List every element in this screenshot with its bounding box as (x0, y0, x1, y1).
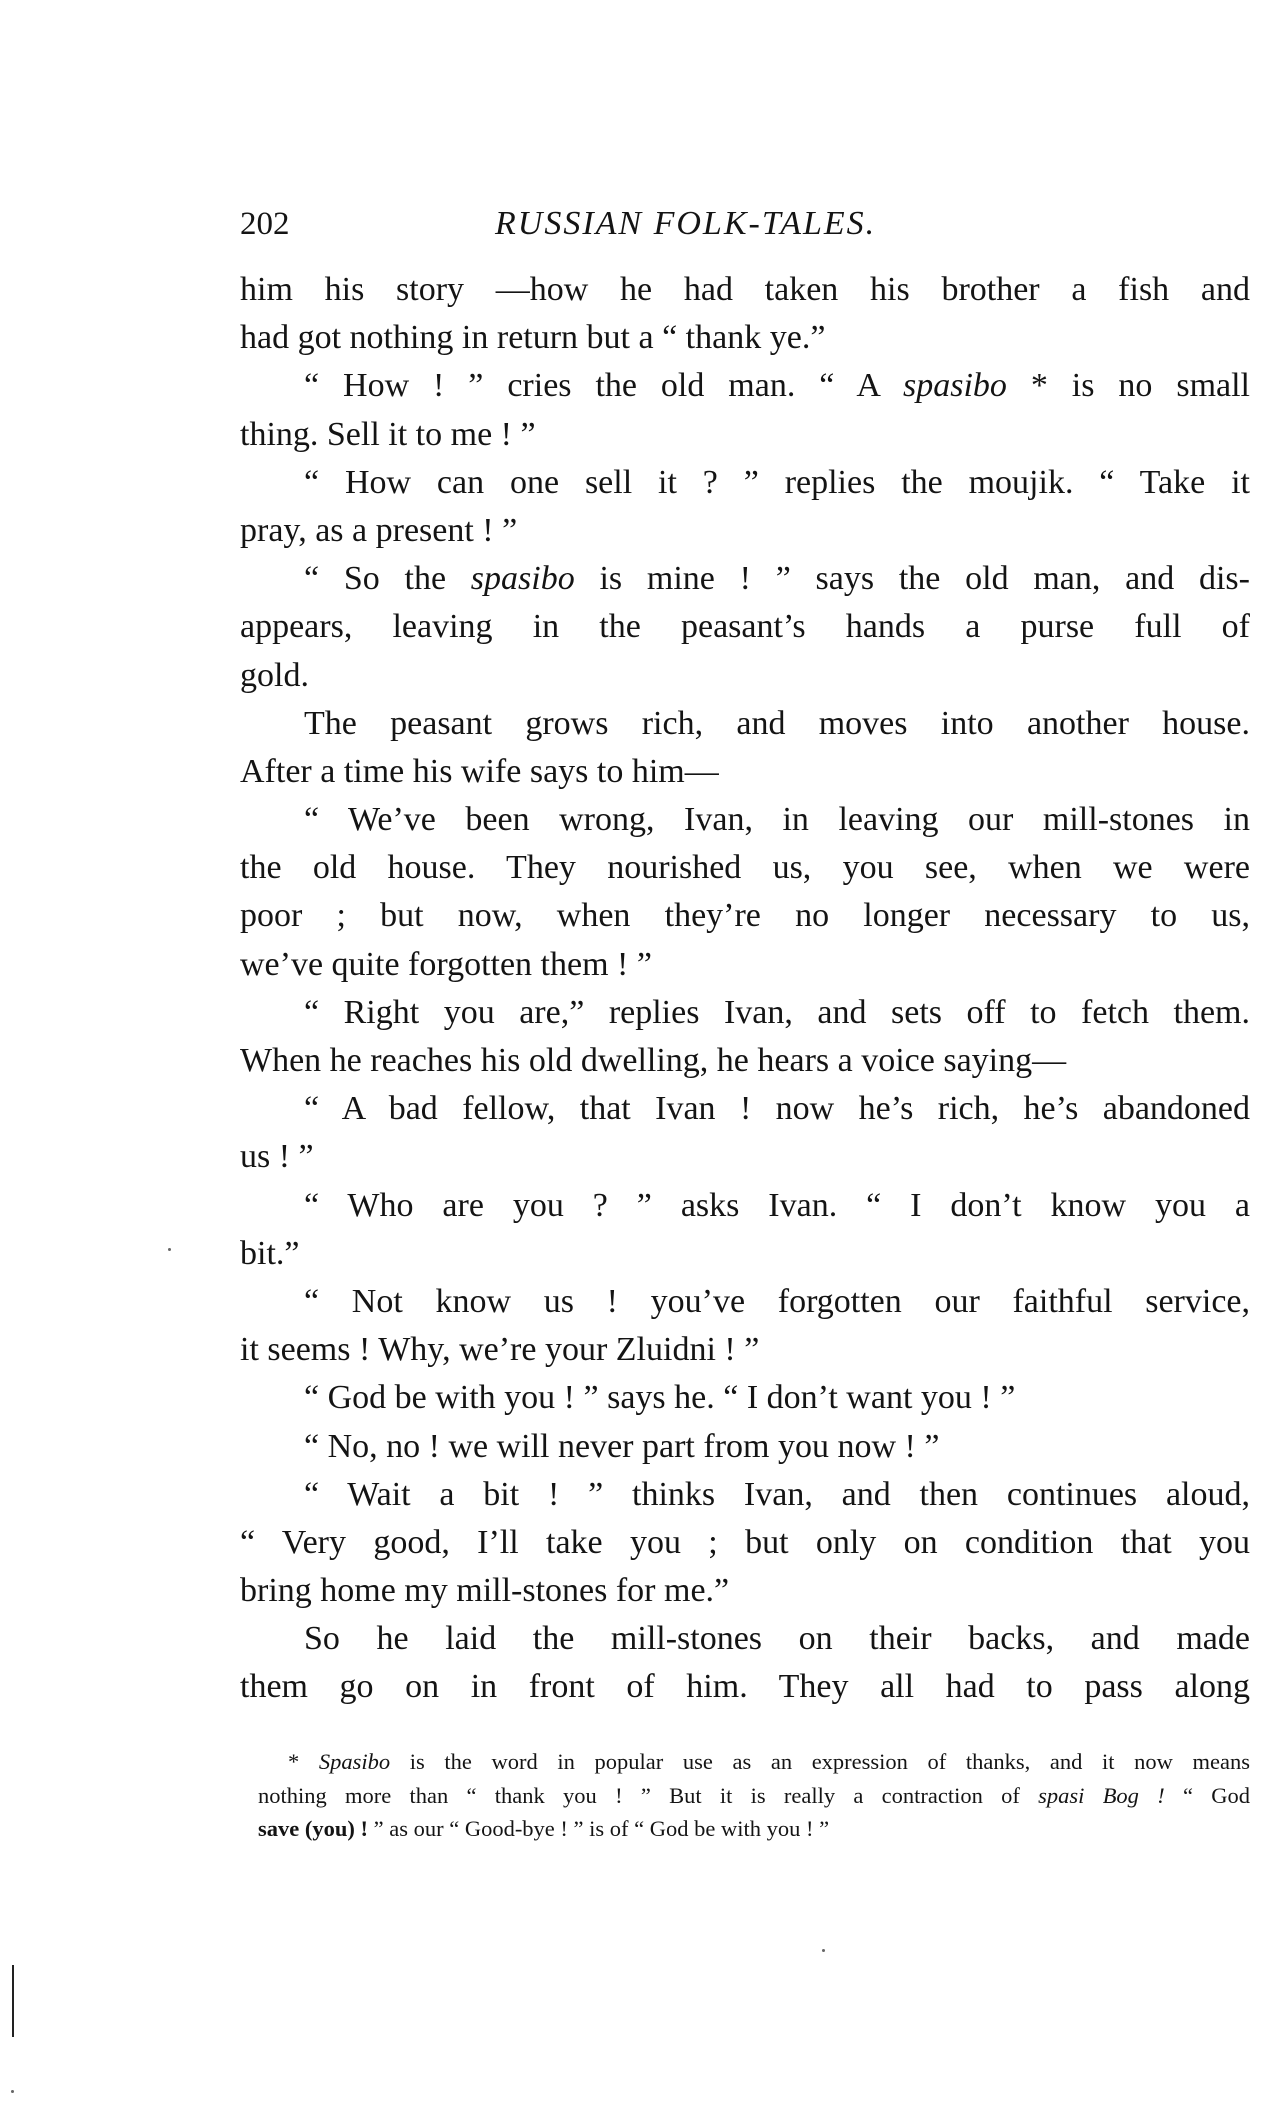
scan-margin-mark (12, 1965, 14, 2037)
running-title: RUSSIAN FOLK-TALES. (495, 205, 877, 242)
text-line: we’ve quite forgotten them ! ” (240, 945, 652, 983)
text-line: After a time his wife says to him— (240, 752, 719, 790)
text-line: them go on in front of him. They all had to pass along (240, 1668, 1250, 1706)
text-line: “ How ! ” cries the old man. “ A spasibo * is no small (304, 367, 1250, 405)
text-line: “ Very good, I’ll take you ; but only on condition that you (240, 1523, 1250, 1561)
footnote-line: * Spasibo is the word in popular use as an expression of thanks, and it now means (288, 1749, 1251, 1774)
page-header (240, 194, 1250, 254)
footnote (258, 1745, 1250, 1846)
text-line: “ So the spasibo is mine ! ” says the old man, and dis- (304, 560, 1250, 598)
body-text (240, 266, 1250, 1712)
text-line: “ Wait a bit ! ” thinks Ivan, and then continues aloud, (304, 1475, 1250, 1513)
text-line: had got nothing in return but a “ thank ye.” (240, 319, 826, 357)
text-line: appears, leaving in the peasant’s hands a purse full of (240, 608, 1250, 646)
footnote-line: nothing more than “ thank you ! ” But it is really a contraction of spasi Bog ! “ God (258, 1782, 1250, 1808)
text-line: it seems ! Why, we’re your Zluidni ! ” (240, 1331, 760, 1369)
text-line: “ A bad fellow, that Ivan ! now he’s rich, he’s abandoned (304, 1090, 1250, 1128)
text-line: us ! ” (240, 1138, 314, 1176)
footnote-line: save (you) ! ” as our “ Good-bye ! ” is of “ God be with you ! ” (258, 1816, 830, 1841)
text-line: him his story —how he had taken his brother a fish and (240, 271, 1250, 308)
text-line: “ Not know us ! you’ve forgotten our faithful service, (304, 1282, 1250, 1320)
text-line: “ No, no ! we will never part from you now ! ” (304, 1427, 940, 1465)
text-line: poor ; but now, when they’re no longer necessary to us, (240, 897, 1250, 935)
scan-speck (11, 2090, 14, 2093)
text-line: “ We’ve been wrong, Ivan, in leaving our mill-stones in (304, 801, 1250, 839)
text-line: So he laid the mill-stones on their backs, and made (304, 1620, 1250, 1658)
text-line: gold. (240, 656, 309, 694)
scan-speck (822, 1949, 825, 1952)
text-line: The peasant grows rich, and moves into another house. (304, 704, 1250, 742)
page-number: 202 (240, 206, 290, 242)
text-line: “ Who are you ? ” asks Ivan. “ I don’t know you a (304, 1186, 1250, 1224)
scan-speck (168, 1248, 171, 1251)
text-line: pray, as a present ! ” (240, 511, 518, 549)
text-line: “ Right you are,” replies Ivan, and sets off to fetch them. (304, 993, 1250, 1031)
text-line: bring home my mill-stones for me.” (240, 1572, 730, 1610)
text-line: bit.” (240, 1234, 300, 1272)
text-line: thing. Sell it to me ! ” (240, 415, 536, 453)
text-line: “ How can one sell it ? ” replies the moujik. “ Take it (304, 463, 1250, 501)
text-line: When he reaches his old dwelling, he hears a voice saying— (240, 1042, 1067, 1079)
text-line: the old house. They nourished us, you see, when we were (240, 849, 1250, 887)
text-line: “ God be with you ! ” says he. “ I don’t want you ! ” (304, 1379, 1016, 1417)
